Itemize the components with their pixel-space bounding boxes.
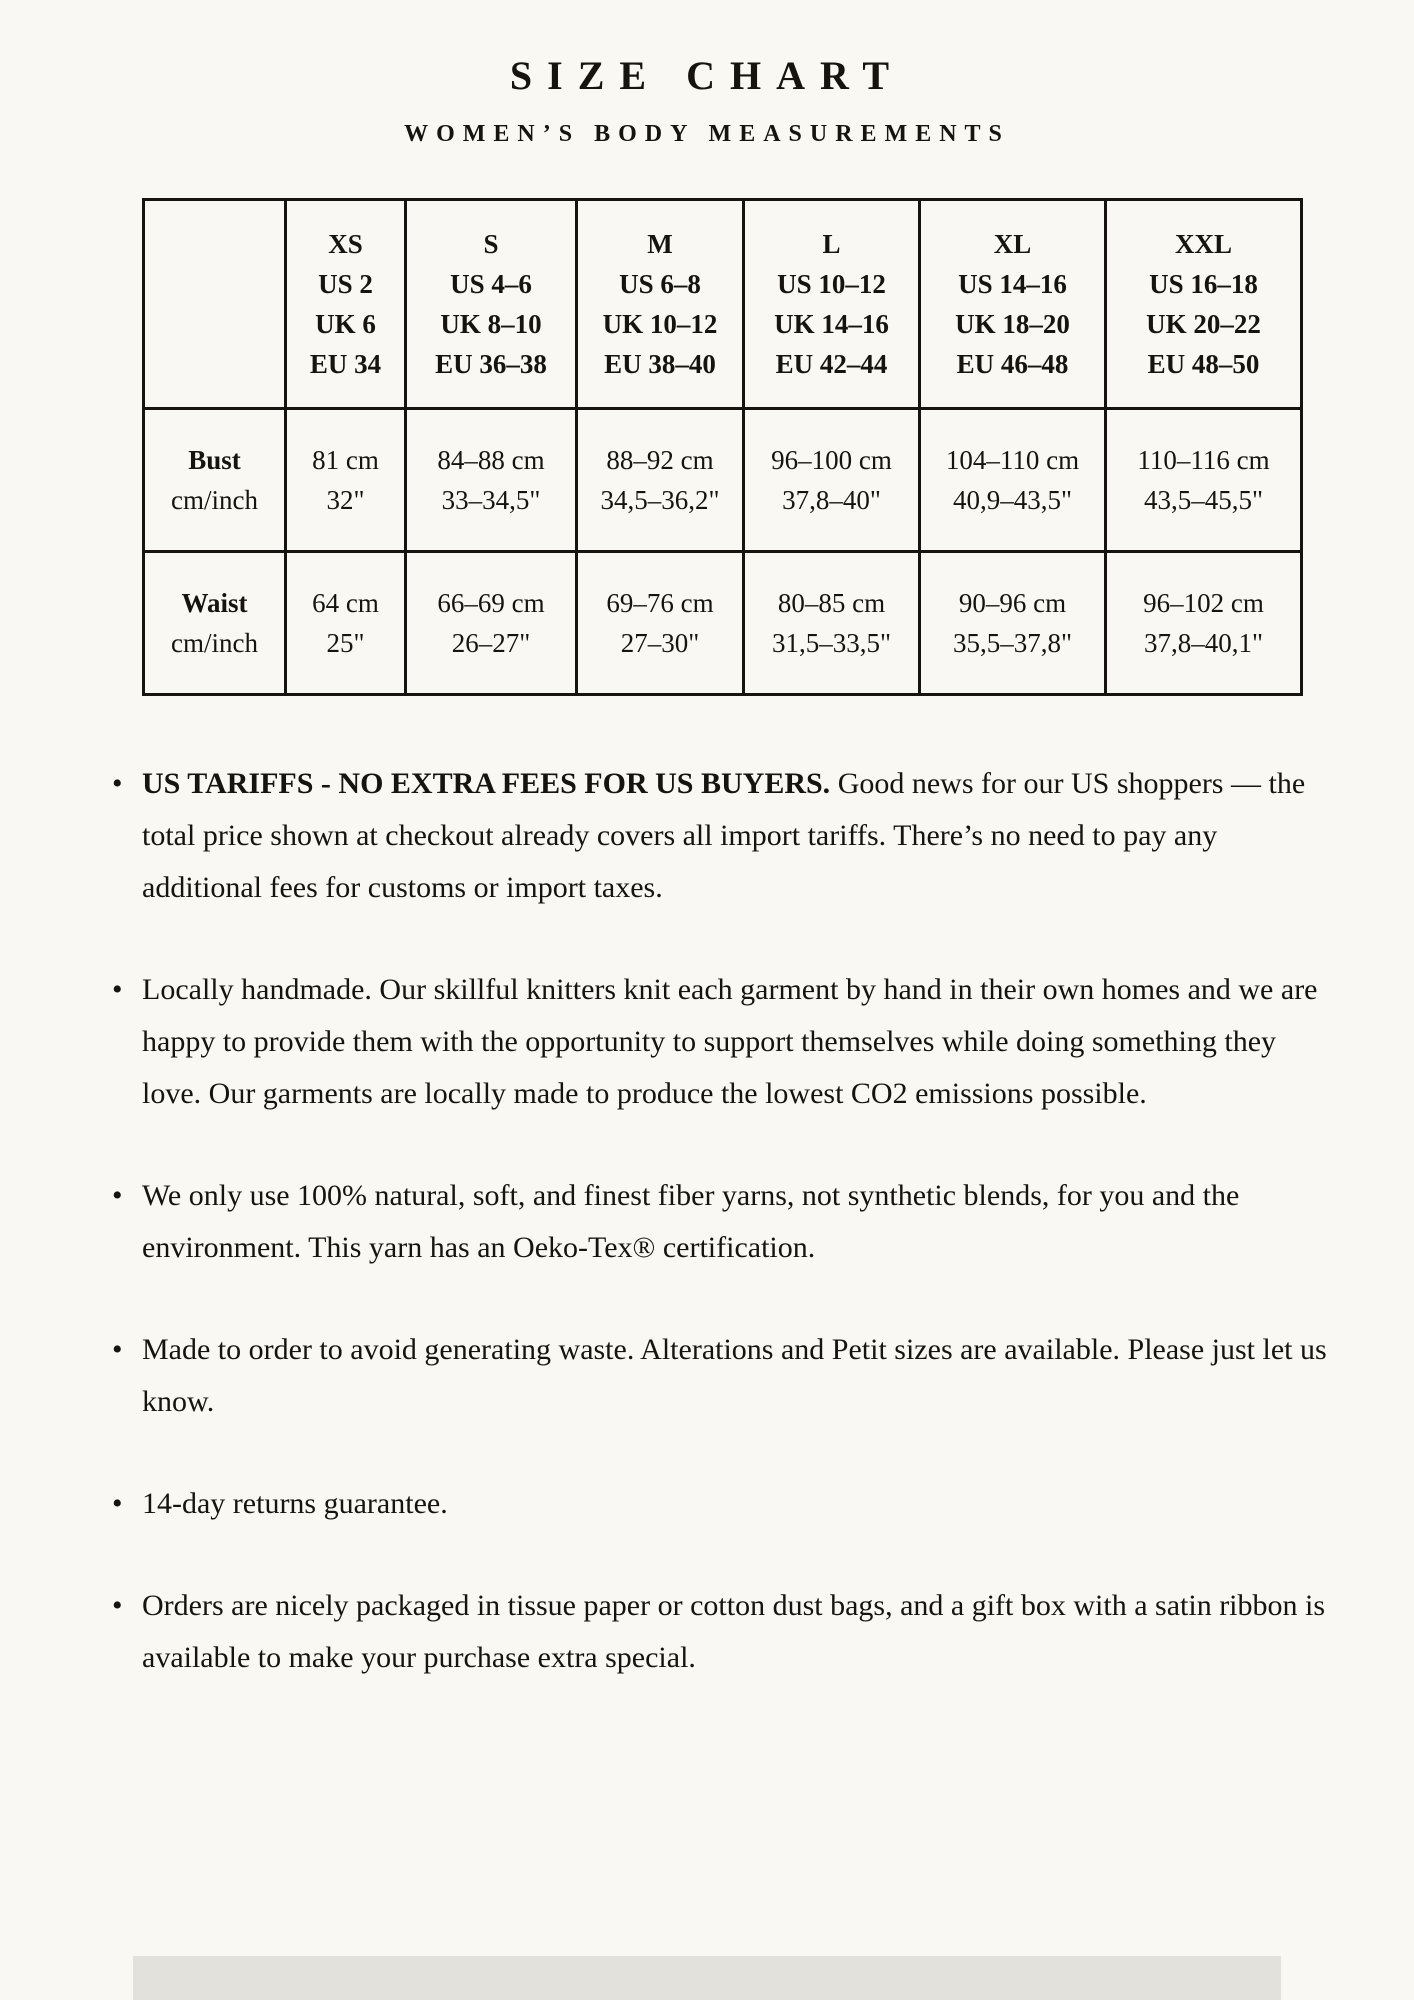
- uk-size: UK 14–16: [774, 309, 889, 339]
- list-item-text: Made to order to avoid generating waste. Alterations and Petit sizes are available. Please just let us know.: [142, 1333, 1327, 1418]
- waist-cell-xl: [920, 552, 1106, 695]
- cm-value: 88–92 cm: [606, 445, 714, 475]
- bust-cell-xxl: [1106, 409, 1302, 552]
- bust-cell-l: [744, 409, 920, 552]
- uk-size: UK 20–22: [1146, 309, 1261, 339]
- cm-value: 80–85 cm: [777, 588, 886, 618]
- size-col-header-l: [744, 200, 920, 409]
- uk-size: UK 18–20: [955, 309, 1070, 339]
- us-size: US 16–18: [1149, 269, 1258, 299]
- us-size: US 14–16: [958, 269, 1067, 299]
- size-label: S: [483, 229, 499, 259]
- inch-value: 34,5–36,2": [600, 485, 720, 515]
- size-label: XS: [328, 229, 363, 259]
- table-corner-cell: [144, 200, 286, 409]
- inch-value: 32": [326, 485, 365, 515]
- inch-value: 37,8–40": [782, 485, 881, 515]
- bust-cell-s: [406, 409, 577, 552]
- product-info-list: [142, 758, 1342, 1734]
- waist-cell-l: [744, 552, 920, 695]
- list-item-text: Orders are nicely packaged in tissue paper or cotton dust bags, and a gift box with a satin ribbon is available to make your purchase extra special.: [142, 1589, 1326, 1674]
- inch-value: 35,5–37,8": [952, 628, 1073, 658]
- cm-value: 66–69 cm: [437, 588, 545, 618]
- row-unit: cm/inch: [171, 485, 258, 515]
- cm-value: 69–76 cm: [606, 588, 714, 618]
- row-unit: cm/inch: [171, 628, 258, 658]
- size-label: L: [822, 229, 841, 259]
- eu-size: EU 34: [309, 349, 382, 379]
- cm-value: 96–100 cm: [771, 445, 892, 475]
- row-label: Waist: [181, 588, 248, 618]
- list-item-natural-yarns: [142, 1170, 1342, 1274]
- inch-value: 27–30": [620, 628, 700, 658]
- size-col-header-m: [577, 200, 744, 409]
- bust-cell-xs: [286, 409, 406, 552]
- list-item-text: Locally handmade. Our skillful knitters knit each garment by hand in their own homes and we are happy to provide them with the opportunity to support themselves while doing something they love. Our garments are locally made to produce the lowest CO2 emissions possible.: [142, 973, 1318, 1110]
- page-subtitle: WOMEN’S BODY MEASUREMENTS: [404, 121, 1010, 147]
- cm-value: 110–116 cm: [1137, 445, 1270, 475]
- size-label: M: [647, 229, 673, 259]
- uk-size: UK 8–10: [440, 309, 542, 339]
- size-label: XXL: [1174, 229, 1232, 259]
- cm-value: 84–88 cm: [437, 445, 545, 475]
- eu-size: EU 36–38: [435, 349, 547, 379]
- bust-row-header: [144, 409, 286, 552]
- list-item-text: 14-day returns guarantee.: [142, 1487, 448, 1520]
- size-col-header-s: [406, 200, 577, 409]
- list-item-bold-lead: US TARIFFS - NO EXTRA FEES FOR US BUYERS.: [142, 767, 831, 800]
- bust-cell-xl: [920, 409, 1106, 552]
- bust-cell-m: [577, 409, 744, 552]
- list-item-returns-guarantee: [142, 1478, 1342, 1530]
- inch-value: 43,5–45,5": [1143, 485, 1264, 515]
- waist-cell-xxl: [1106, 552, 1302, 695]
- list-item-made-to-order: [142, 1324, 1342, 1428]
- inch-value: 31,5–33,5": [771, 628, 892, 658]
- eu-size: EU 46–48: [956, 349, 1069, 379]
- waist-cell-xs: [286, 552, 406, 695]
- table-header-row: [144, 200, 1302, 409]
- list-item-packaging: [142, 1580, 1342, 1684]
- row-label: Bust: [188, 445, 241, 475]
- waist-cell-s: [406, 552, 577, 695]
- eu-size: EU 42–44: [775, 349, 888, 379]
- inch-value: 40,9–43,5": [952, 485, 1073, 515]
- size-label: XL: [993, 229, 1032, 259]
- inch-value: 33–34,5": [441, 485, 541, 515]
- inch-value: 37,8–40,1": [1143, 628, 1264, 658]
- list-item-locally-handmade: [142, 964, 1342, 1120]
- cm-value: 90–96 cm: [958, 588, 1067, 618]
- cm-value: 96–102 cm: [1143, 588, 1264, 618]
- uk-size: UK 6: [315, 309, 376, 339]
- cm-value: 64 cm: [312, 588, 379, 618]
- cm-value: 81 cm: [312, 445, 379, 475]
- list-item-us-tariffs: [142, 758, 1342, 914]
- inch-value: 26–27": [451, 628, 531, 658]
- waist-row-header: [144, 552, 286, 695]
- eu-size: EU 38–40: [604, 349, 716, 379]
- uk-size: UK 10–12: [602, 309, 718, 339]
- cm-value: 104–110 cm: [945, 445, 1080, 475]
- size-chart-table: [142, 198, 1303, 696]
- us-size: US 4–6: [450, 269, 532, 299]
- page-title: SIZE CHART: [509, 53, 905, 98]
- list-item-text: Good news for our US shoppers — the total price shown at checkout already covers all import tariffs. There’s no need to pay any additional fees for customs or import taxes.: [142, 767, 1306, 904]
- us-size: US 6–8: [619, 269, 701, 299]
- size-col-header-xl: [920, 200, 1106, 409]
- us-size: US 10–12: [777, 269, 886, 299]
- bust-row: [144, 409, 1302, 552]
- size-col-header-xs: [286, 200, 406, 409]
- eu-size: EU 48–50: [1147, 349, 1260, 379]
- waist-row: [144, 552, 1302, 695]
- list-item-text: We only use 100% natural, soft, and finest fiber yarns, not synthetic blends, for you and the environment. This yarn has an Oeko-Tex® certification.: [142, 1179, 1240, 1264]
- size-col-header-xxl: [1106, 200, 1302, 409]
- waist-cell-m: [577, 552, 744, 695]
- us-size: US 2: [318, 269, 373, 299]
- next-section-edge-bar: [133, 1956, 1281, 2000]
- inch-value: 25": [326, 628, 365, 658]
